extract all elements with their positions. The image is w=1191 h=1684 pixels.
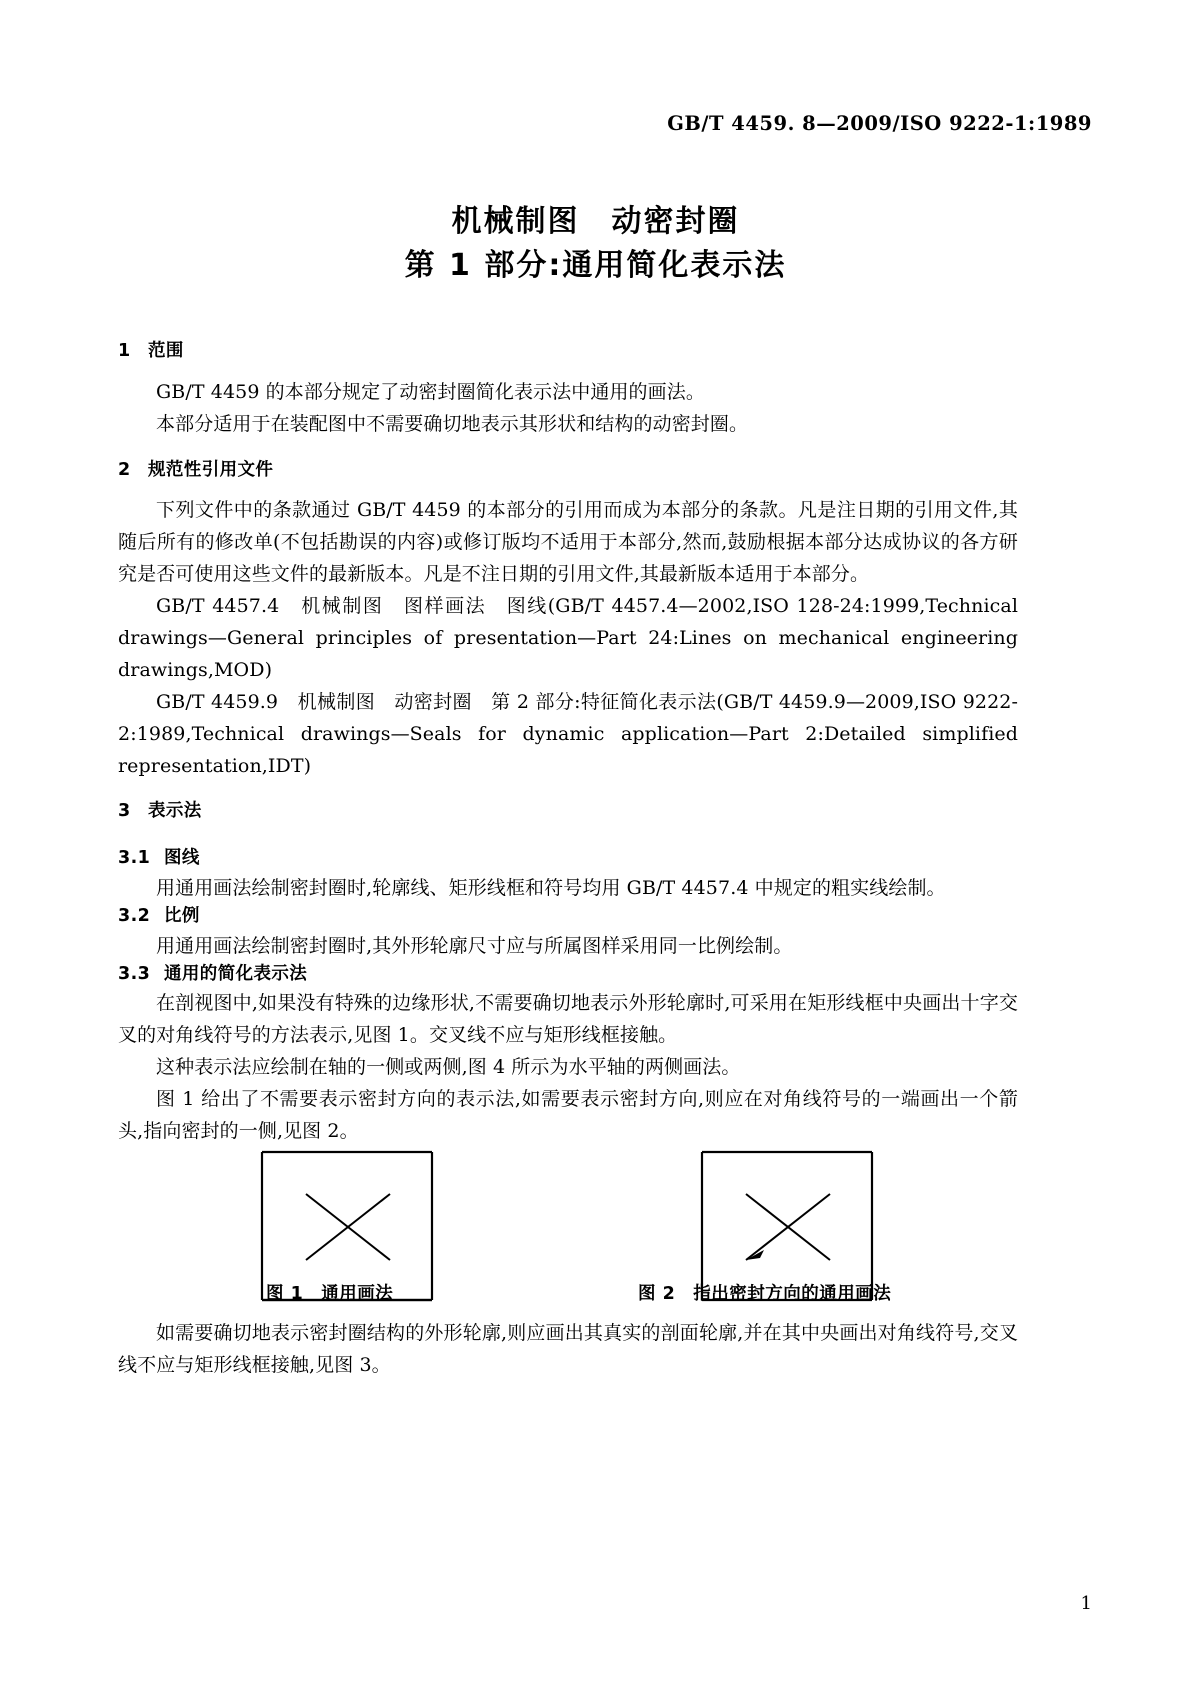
- section-3-3-paragraph-2: 这种表示法应绘制在轴的一侧或两侧,图 4 所示为水平轴的两侧画法。: [156, 1056, 741, 1079]
- section-title-1: 范围: [148, 341, 184, 361]
- section-3-3-paragraph-1: 在剖视图中,如果没有特殊的边缘形状,不需要确切地表示外形轮廓时,可采用在矩形线框中央画出十字交叉的对角线符号的方法表示,见图 1。交叉线不应与矩形线框接触。: [118, 992, 1018, 1047]
- section-number-3-3: 3.3: [118, 963, 151, 984]
- section-3-3-paragraph-3: 图 1 给出了不需要表示密封方向的表示法,如需要表示密封方向,则应在对角线符号的一端画出一个箭头,指向密封的一侧,见图 2。: [118, 1088, 1018, 1142]
- section-heading-1: [118, 340, 1018, 363]
- section-heading-3: [118, 800, 1018, 823]
- section-number-3-2: 3.2: [118, 905, 151, 926]
- title-line-2: 第 1 部分:通用简化表示法: [404, 248, 787, 284]
- section-number-3-1: 3.1: [118, 848, 151, 869]
- section-title-3-3: 通用的简化表示法: [164, 963, 308, 984]
- section-3-1-paragraph-1: 用通用画法绘制密封圈时,轮廓线、矩形线框和符号均用 GB/T 4457.4 中规定的粗实线绘制。: [156, 876, 946, 899]
- normative-reference-2: GB/T 4459.9 机械制图 动密封圈 第 2 部分:特征简化表示法(GB/T 4459.9—2009,ISO 9222-2:1989,Technical drawings—Seals for dynamic application—Part 2:Detailed simplified representation,IDT): [118, 690, 1018, 777]
- document-body: [118, 340, 1018, 1148]
- section-heading-3-3: [118, 963, 1018, 986]
- standard-code: GB/T 4459. 8—2009/ISO 9222-1:1989: [667, 112, 1092, 135]
- section-number-3: 3: [118, 801, 131, 822]
- section-3-2-paragraph-1: 用通用画法绘制密封圈时,其外形轮廓尺寸应与所属图样采用同一比例绘制。: [156, 934, 793, 957]
- section-heading-3-1: [118, 847, 1018, 870]
- section-heading-2: [118, 459, 1018, 482]
- section-title-2: 规范性引用文件: [148, 459, 274, 480]
- figure-captions: [118, 1280, 1018, 1310]
- section-title-3: 表示法: [148, 801, 202, 822]
- document-title: [0, 200, 1191, 289]
- section-2-paragraph-1: 下列文件中的条款通过 GB/T 4459 的本部分的引用而成为本部分的条款。凡是注日期的引用文件,其随后所有的修改单(不包括勘误的内容)或修订版均不适用于本部分,然而,鼓励根据本部分达成协议的各方研究是否可使用这些文件的最新版本。凡是不注日期的引用文件,其最新版本适用于本部分。: [118, 499, 1018, 586]
- section-3-3-paragraph-4: 如需要确切地表示密封圈结构的外形轮廓,则应画出其真实的剖面轮廓,并在其中央画出对角线符号,交叉线不应与矩形线框接触,见图 3。: [118, 1322, 1018, 1376]
- section-number-1: 1: [118, 341, 131, 361]
- title-line-1: 机械制图 动密封圈: [451, 204, 740, 239]
- figure-1-caption: 图 1 通用画法: [266, 1284, 394, 1304]
- page-header: [0, 112, 1092, 135]
- normative-reference-1: GB/T 4457.4 机械制图 图样画法 图线(GB/T 4457.4—2002,ISO 128-24:1999,Technical drawings—General principles of presentation—Part 24:Lines on mechanical engineering drawings,MOD): [118, 595, 1018, 681]
- section-title-3-1: 图线: [164, 848, 200, 869]
- section-number-2: 2: [118, 459, 131, 480]
- figure-2-caption: 图 2 指出密封方向的通用画法: [638, 1284, 892, 1304]
- section-heading-3-2: [118, 905, 1018, 928]
- document-body-tail: [118, 1318, 1018, 1382]
- section-1-paragraph-2: 本部分适用于在装配图中不需要确切地表示其形状和结构的动密封圈。: [156, 412, 749, 435]
- section-title-3-2: 比例: [164, 905, 200, 926]
- page-number: 1: [1080, 1593, 1092, 1614]
- seal-direction-arrow-icon: [746, 1250, 764, 1260]
- section-1-paragraph-1: GB/T 4459 的本部分规定了动密封圈简化表示法中通用的画法。: [156, 380, 705, 403]
